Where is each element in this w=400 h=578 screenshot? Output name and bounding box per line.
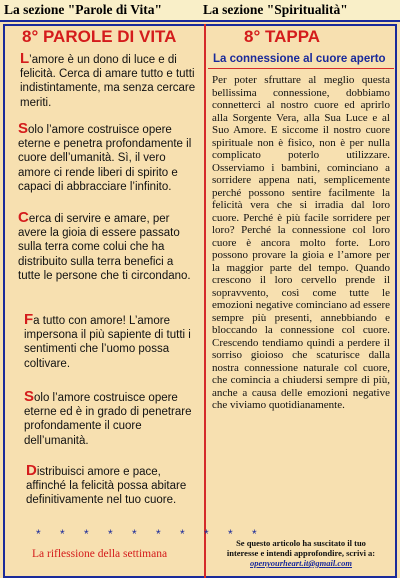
left-column-title: 8° PAROLE DI VITA: [22, 27, 177, 46]
paragraph-text: ’amore è un dono di luce e di felicità. Cerca di amare tutto e tutti indistintamente, ma senza cercare meriti.: [20, 54, 196, 109]
header-left-title: La sezione "Parole di Vita": [4, 2, 162, 17]
paragraph-text: olo l’amore costruisce opere eterne ed è in grado di penetrare profondamente il cuore dell’umanità.: [24, 392, 192, 447]
drop-cap: S: [24, 388, 35, 405]
column-divider: [204, 24, 206, 578]
left-paragraph-1: [20, 52, 196, 110]
contact-email-link[interactable]: openyourheart.it@gmail.com: [250, 558, 352, 568]
left-paragraph-4: [24, 313, 196, 371]
drop-cap: C: [18, 209, 29, 226]
paragraph-text: erca di servire e amare, per avere la gioia di essere passato sulla terra come colui che ha distribuito sulla terra benefici a tutte le persone che ti circondano.: [18, 213, 191, 282]
paragraph-text: istribuisci amore e pace, affinché la felicità possa abitare definitivamente nel tuo cuore.: [26, 466, 187, 507]
subtitle-rule: [208, 68, 394, 69]
left-paragraph-2: [18, 122, 198, 194]
drop-cap: S: [18, 120, 29, 137]
header-right-title: La sezione "Spiritualità": [203, 2, 348, 17]
left-paragraph-6: [26, 464, 198, 508]
left-paragraph-5: [24, 390, 196, 448]
weekly-reflection-label: La riflessione della settimana: [32, 548, 168, 560]
right-column-title: 8° TAPPA: [244, 27, 321, 46]
left-paragraph-3: [18, 211, 198, 283]
paragraph-text: olo l’amore costruisce opere eterne e penetra profondamente il cuore dell’umanità. Sì, il vero amore ci rende liberi di spirito e capaci di abbracciare l’infinito.: [18, 124, 192, 193]
contact-line-1: Se questo articolo ha suscitato il tuo: [236, 538, 366, 548]
contact-box: [214, 538, 388, 568]
right-column-body: Per poter sfruttare al meglio questa bellissima connessione, dobbiamo connetterci al nostro cuore ed aprirlo alla Sorgente Vera, alla Sua Luce e al Suo Amore. E siccome il nostro cuore spirituale non è fisico, non è per nulla complicato poterlo utilizzare. Osserviamo i bambini, cominciano a sorridere appena nati, semplicemente perché possono sentire facilmente la felicità vera che si irradia dal loro cuore. Perché è più facile sorridere per loro? Perché la connessione col loro cuore è ancora molto forte. Loro possono provare la gioia e l’amore per la maggior parte del tempo. Quando crescono il loro cervello prende il sopravvento, così come tutte le emozioni negative cominciano ad essere sempre più presenti, annebbiando e bloccando la connessione col cuore. Crescendo tendiamo quindi a perdere il sorriso gioioso che scaturisce dalla nostra connessione naturale col cuore, che comincia a chiudersi sempre di più, anche a causa delle emozioni negative che viviamo quotidianamente.: [212, 74, 390, 411]
header-bar: [0, 0, 400, 22]
right-column-subtitle: La connessione al cuore aperto: [213, 53, 386, 65]
star-separator: * * * * * * * * * *: [36, 527, 265, 541]
drop-cap: L: [20, 50, 30, 67]
drop-cap: D: [26, 462, 37, 479]
paragraph-text: a tutto con amore! L’amore impersona il più sapiente di tutti i sentimenti che l’uomo possa coltivare.: [24, 315, 191, 370]
contact-line-2: interesse e intendi approfondire, scrivi a:: [226, 548, 376, 558]
drop-cap: F: [24, 311, 34, 328]
